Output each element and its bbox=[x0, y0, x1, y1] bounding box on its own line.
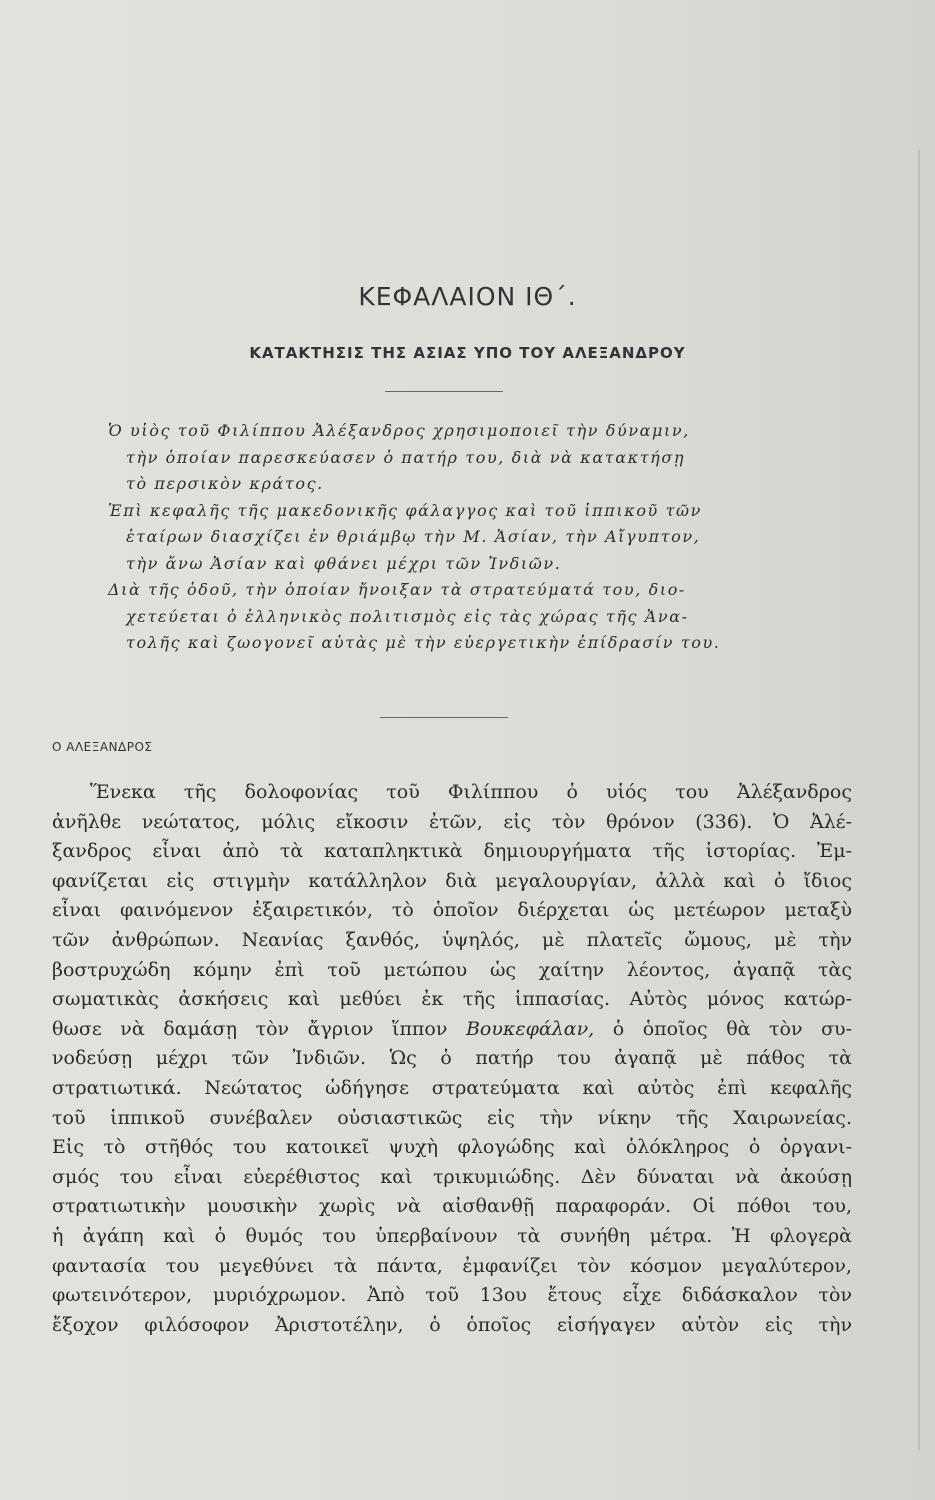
body-line: Ἕνεκα τῆς δολοφονίας τοῦ Φιλίππου ὁ υἱός του Ἀλέξανδρος bbox=[90, 781, 852, 803]
summary-line: Ἐπὶ κεφαλῆς τῆς μακεδονικῆς φάλαγγος καὶ τοῦ ἱππικοῦ τῶν bbox=[108, 500, 702, 520]
body-line: ἡ ἀγάπη καὶ ὁ θυμός του ὑπερβαίνουν τὰ συνήθη μέτρα. Ἡ φλογερὰ bbox=[52, 1224, 852, 1247]
chapter-summary bbox=[108, 418, 854, 657]
body-line: Εἰς τὸ στῆθός του κατοικεῖ ψυχὴ φλογώδης καὶ ὁλόκληρος ὁ ὀργανι- bbox=[52, 1136, 852, 1159]
summary-line: Διὰ τῆς ὁδοῦ, τὴν ὁποίαν ἤνοιξαν τὰ στρατεύματά του, διο- bbox=[108, 580, 686, 599]
body-line: στρατιωτικὴν μουσικὴν χωρὶς νὰ αἰσθανθῇ παραφοράν. Οἱ πόθοι του, bbox=[52, 1195, 852, 1218]
body-line: ξανδρος εἶναι ἀπὸ τὰ καταπληκτικὰ δημιουργήματα τῆς ἱστορίας. Ἐμ- bbox=[52, 840, 852, 863]
body-line bbox=[52, 1015, 852, 1045]
chapter-subtitle: ΚΑΤΑΚΤΗΣΙΣ ΤΗΣ ΑΣΙΑΣ ΥΠΟ ΤΟΥ ΑΛΕΞΑΝΔΡΟΥ bbox=[249, 344, 686, 362]
body-text bbox=[52, 778, 852, 1340]
chapter-title: ΚΕΦΑΛΑΙΟΝ ΙΘ΄. bbox=[358, 282, 577, 311]
divider bbox=[385, 391, 503, 392]
horse-name: Βουκεφάλαν, bbox=[465, 1017, 595, 1040]
divider bbox=[380, 717, 508, 718]
body-line: βοστρυχώδη κόμην ἐπὶ τοῦ μετώπου ὡς χαίτην λέοντος, ἀγαπᾷ τὰς bbox=[52, 958, 852, 981]
summary-line: τολῆς καὶ ζωογονεῖ αὐτὰς μὲ τὴν εὐεργετικὴν ἐπίδρασίν του. bbox=[126, 633, 721, 652]
summary-line: Ὁ υἱὸς τοῦ Φιλίππου Ἀλέξανδρος χρησιμοποιεῖ τὴν δύναμιν, bbox=[108, 421, 690, 440]
summary-line: τὸ περσικὸν κράτος. bbox=[126, 474, 324, 493]
body-line: νοδεύσῃ μέχρι τῶν Ἰνδιῶν. Ὡς ὁ πατήρ του ἀγαπᾷ μὲ πάθος τὰ bbox=[52, 1047, 852, 1070]
summary-line: τὴν ὁποίαν παρεσκεύασεν ὁ πατήρ του, διὰ νὰ κατακτήσῃ bbox=[126, 447, 686, 467]
section-heading: Ο ΑΛΕΞΑΝΔΡΟΣ bbox=[52, 740, 153, 754]
body-line: φαντασία του μεγεθύνει τὰ πάντα, ἐμφανίζει τὸν κόσμον μεγαλύτερον, bbox=[52, 1254, 852, 1277]
body-line: στρατιωτικά. Νεώτατος ὡδήγησε στρατεύματα καὶ αὐτὸς ἐπὶ κεφαλῆς bbox=[52, 1076, 852, 1099]
body-line: τοῦ ἱππικοῦ συνέβαλεν οὐσιαστικῶς εἰς τὴν νίκην τῆς Χαιρωνείας. bbox=[52, 1106, 852, 1129]
summary-line: χετεύεται ὁ ἑλληνικὸς πολιτισμὸς εἰς τὰς χώρας τῆς Ἀνα- bbox=[126, 606, 689, 626]
summary-line: τὴν ἄνω Ἀσίαν καὶ φθάνει μέχρι τῶν Ἰνδιῶν. bbox=[126, 553, 562, 573]
body-line: φωτεινότερον, μυριόχρωμον. Ἀπὸ τοῦ 13ου ἔτους εἶχε διδάσκαλον τὸν bbox=[52, 1284, 852, 1307]
body-line-part: θωσε νὰ δαμάσῃ τὸν ἄγριον ἵππον bbox=[52, 1017, 466, 1040]
body-line: ἀνῆλθε νεώτατος, μόλις εἴκοσιν ἐτῶν, εἰς τὸν θρόνον (336). Ὁ Ἀλέ- bbox=[52, 810, 852, 833]
body-line: ἔξοχον φιλόσοφον Ἀριστοτέλην, ὁ ὁποῖος εἰσήγαγεν αὐτὸν εἰς τὴν bbox=[52, 1313, 852, 1336]
body-line: σωματικὰς ἀσκήσεις καὶ μεθύει ἐκ τῆς ἱππασίας. Αὐτὸς μόνος κατώρ- bbox=[52, 988, 852, 1011]
body-line-part: ὁ ὁποῖος θὰ τὸν συ- bbox=[612, 1017, 853, 1040]
body-line: σμός του εἶναι εὐερέθιστος καὶ τρικυμιώδης. Δὲν δύναται νὰ ἀκούσῃ bbox=[52, 1165, 852, 1188]
body-line: τῶν ἀνθρώπων. Νεανίας ξανθός, ὑψηλός, μὲ πλατεῖς ὤμους, μὲ τὴν bbox=[52, 928, 852, 951]
summary-line: ἑταίρων διασχίζει ἐν θριάμβῳ τὴν Μ. Ἀσίαν, τὴν Αἴγυπτον, bbox=[126, 527, 701, 546]
body-line: φανίζεται εἰς στιγμὴν κατάλληλον διὰ μεγαλουργίαν, ἀλλὰ καὶ ὁ ἴδιος bbox=[52, 869, 852, 892]
body-line: εἶναι φαινόμενον ἐξαιρετικόν, τὸ ὁποῖον διέρχεται ὡς μετέωρον μεταξὺ bbox=[52, 899, 852, 922]
